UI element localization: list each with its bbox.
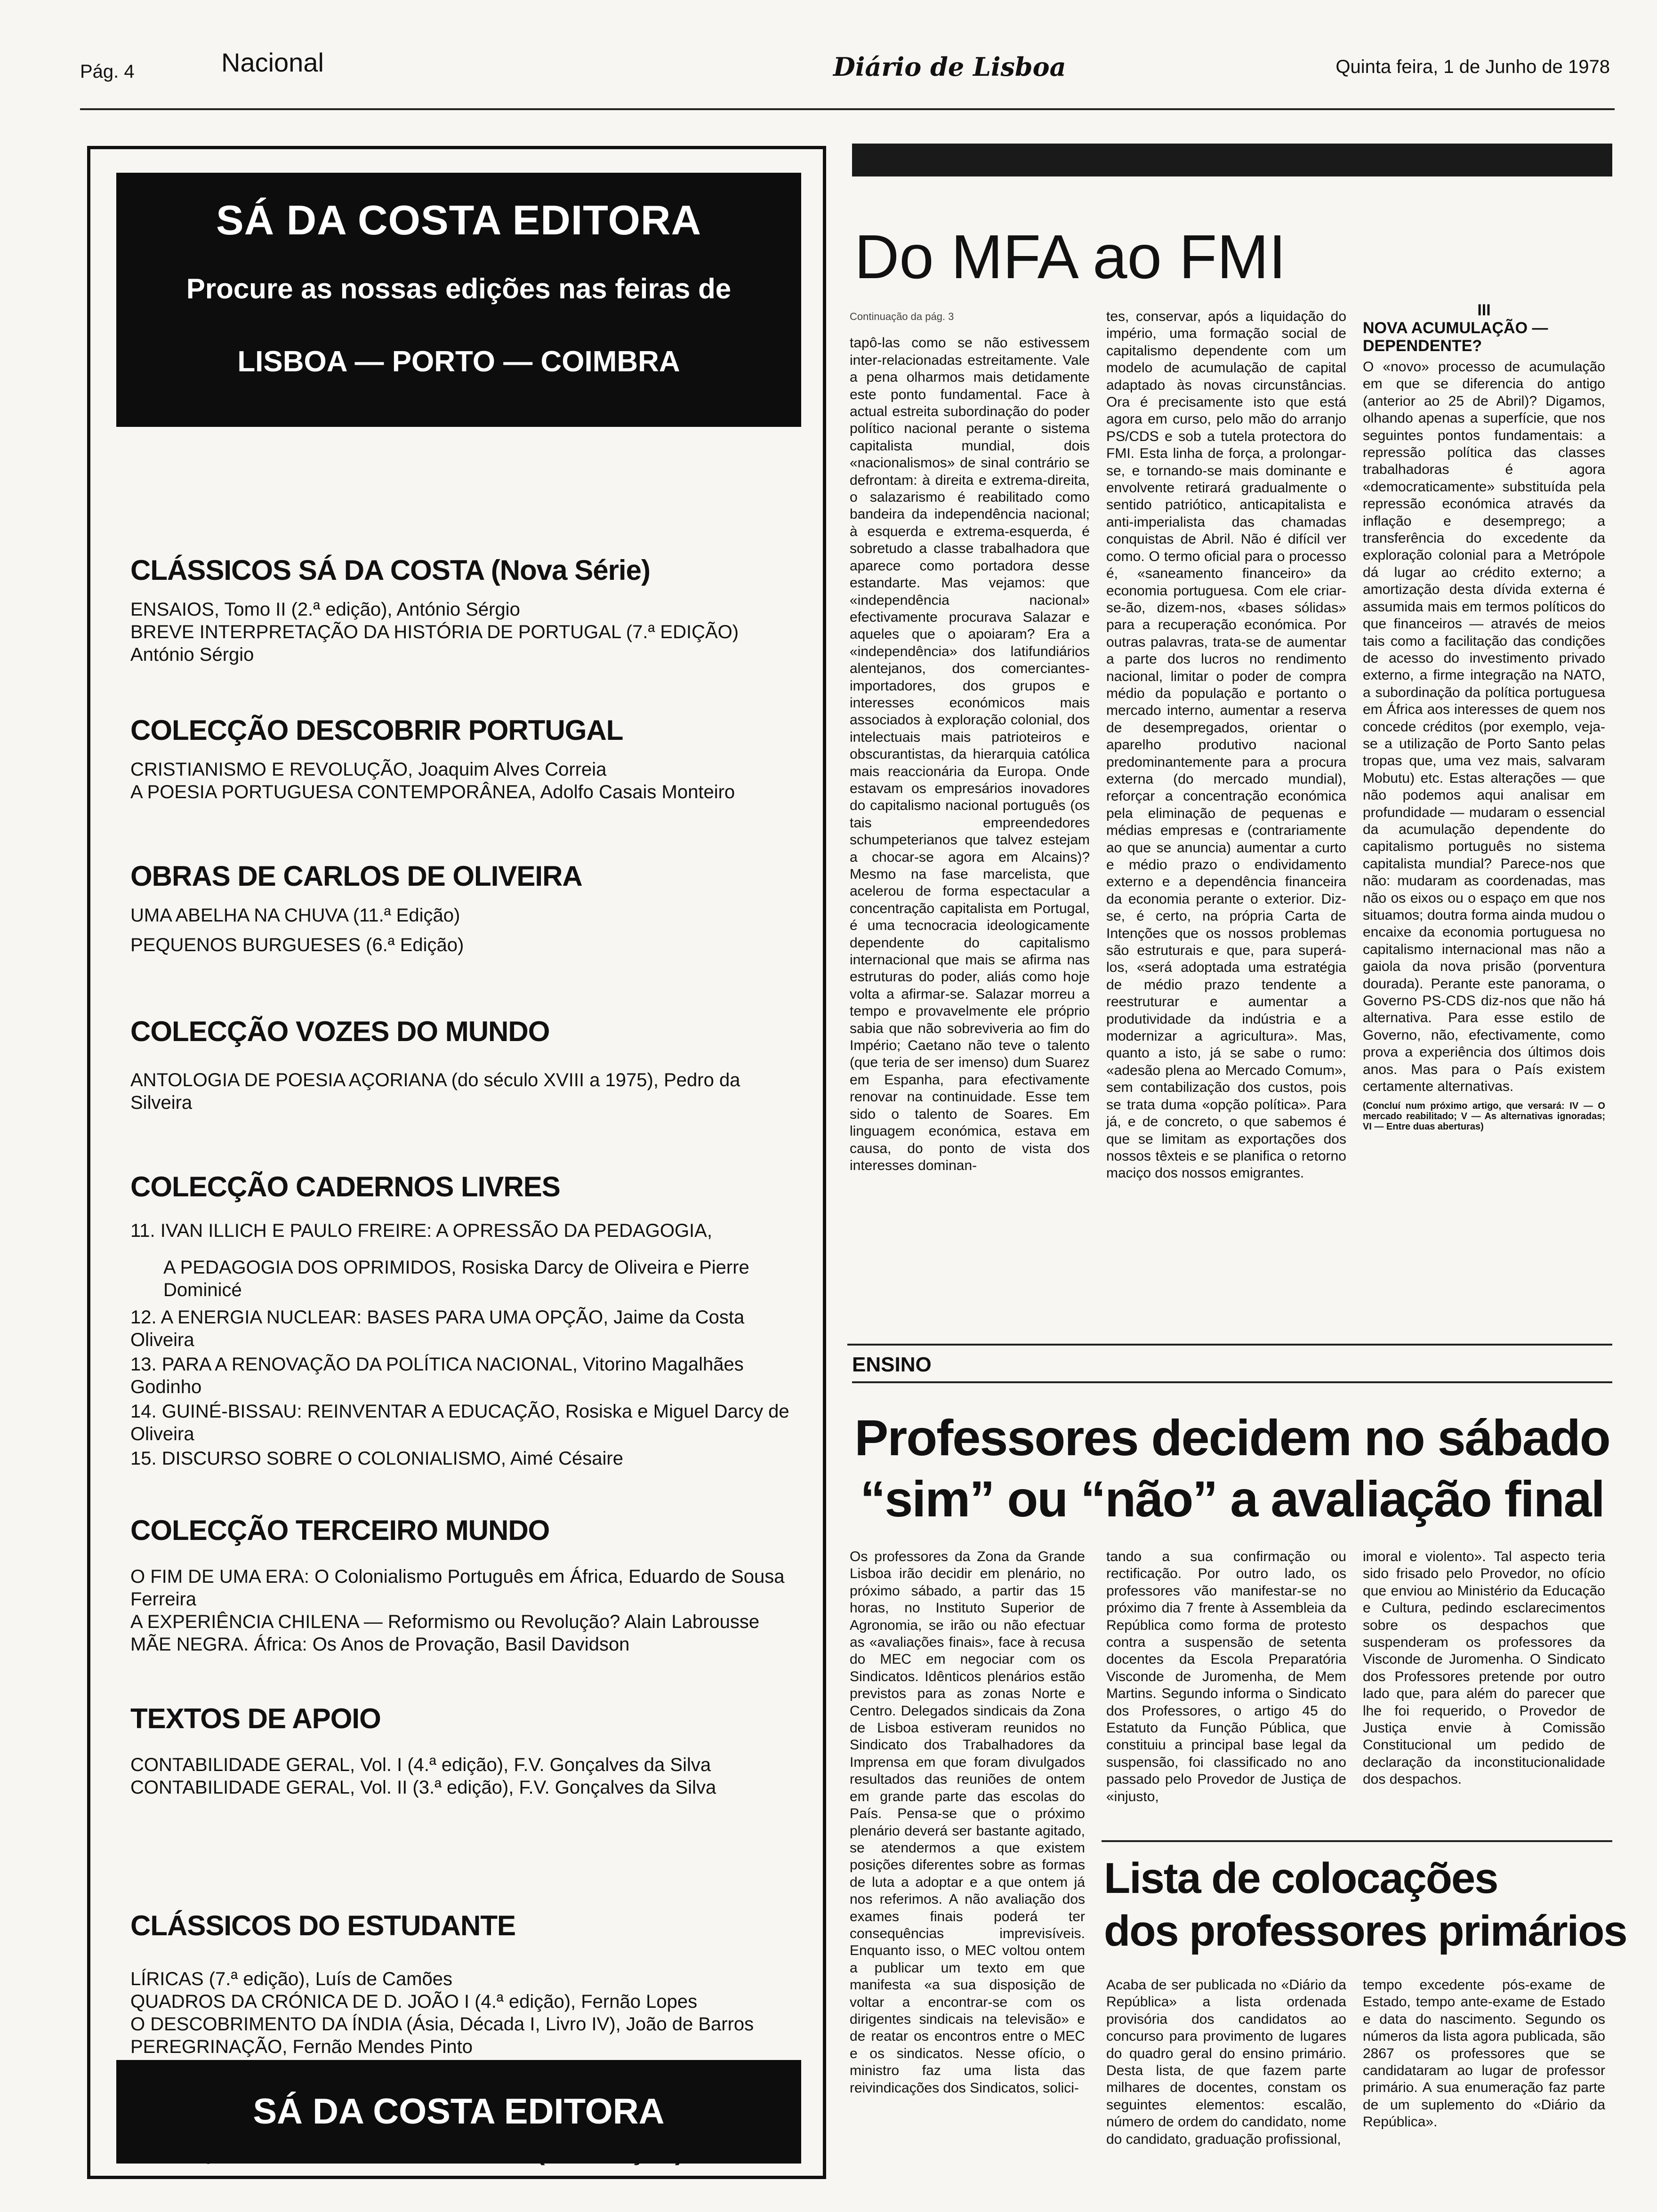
page-number: Pág. 4 <box>80 61 135 82</box>
subheading-number: III <box>1477 301 1491 319</box>
ad-banner-cities: LISBOA — PORTO — COIMBRA <box>237 345 680 378</box>
article-text: tes, conservar, após a liquidação do império, uma formação social de capitalismo dependente com um modelo de acumulação de capital adaptado às novas circunstâncias. Ora é precisamente isto que está agora em curso, pelo mão do arranjo PS/CDS e sob a tutela protectora do FMI. Esta linha de força, a prolongar-se, e tornando-se mais dominante e envolvente retirará gradualmente o sentido patriótico, anticapitalista e anti-imperialista das chamadas conquistas de Abril. Não é difícil ver como. O termo oficial para o processo é, «saneamento financeiro» da economia portuguesa. Com ele criar-se-ão, dizem-nos, «bases sólidas» para a recuperação económica. Por outras palavras, trata-se de aumentar a parte dos lucros no rendimento nacional, limitar o poder de compra médio da população e portanto o mercado interno, aumentar a reserva de desempregados, orientar o aparelho produtivo nacional predominantemente para a procura externa (do mercado mundial), reforçar a concentração económica pela eliminação de pequenas e médias empresas e (contrariamente ao que se anuncia) aumentar a curto e médio prazo o endividamento externo e a dependência financeira da economia perante o exterior. Diz-se, é certo, na própria Carta de Intenções que os nossos problemas são estruturais e que, para superá-los, «será adoptada uma estratégia de médio prazo tendente a reestruturar e aumentar a produtividade da indústria e a modernizar a agricultura». Mas, quanto a isto, já se sabe o rumo: «adesão plena ao Mercado Comum», sem contabilização dos custos, pois se trata duma «opção política». Para já, e de concreto, o que sabemos é que se limitam as exportações dos nossos têxteis e se planifica o retorno maciço dos nossos emigrantes. <box>1106 309 1346 1181</box>
section-rule <box>847 1344 1612 1346</box>
ad-item: 13. PARA A RENOVAÇÃO DA POLÍTICA NACIONAL, Vitorino Magalhães Godinho <box>130 1354 744 1397</box>
ad-item: 15. DISCURSO SOBRE O COLONIALISMO, Aimé Césaire <box>130 1448 623 1469</box>
ad-section-title: TEXTOS DE APOIO <box>130 1703 381 1734</box>
subheading: NOVA ACUMULAÇÃO — DEPENDENTE? <box>1363 319 1548 355</box>
ad-section-title: CLÁSSICOS SÁ DA COSTA (Nova Série) <box>130 554 650 586</box>
article-text: tempo excedente pós-exame de Estado, tempo ante-exame de Estado e data do nascimento. Segundo os números da lista agora publicada, são 2867 os professores que se candidataram ao lugar de professor primário. A sua enumeração faz parte de um suplemento do «Diário da República». <box>1363 1977 1605 2130</box>
ad-item: BREVE INTERPRETAÇÃO DA HISTÓRIA DE PORTUGAL (7.ª EDIÇÃO) António Sérgio <box>130 622 739 665</box>
article-column <box>1106 308 1346 1182</box>
headline <box>852 1407 1612 1530</box>
ad-item: 14. GUINÉ-BISSAU: REINVENTAR A EDUCAÇÃO, Rosiska e Miguel Darcy de Oliveira <box>130 1401 789 1444</box>
article-text: O «novo» processo de acumulação em que se diferencia do antigo (anterior ao 25 de Abril)? Digamos, olhando apenas a superfície, que nos seguintes pontos fundamentais: a repressão política das classes trabalhadoras é agora «democraticamente» substituída pela repressão económica através da inflação e desemprego; a transferência do excedente da exploração colonial para a Metrópole dá lugar ao crédito externo; a amortização desta dívida externa é assumida mais em termos políticos do que financeiros — através de meios tais como a facilitação das condições de acesso do investimento privado externo, a firme integração na NATO, a subordinação da política portuguesa em África aos interesses de quem nos concede créditos (por exemplo, veja-se a utilização de Porto Santo pelas tropas que, uma vez mais, salvaram Mobutu) etc. Estas alterações — que não podemos aqui analisar em profundidade — mudaram o essencial da acumulação dependente do capitalismo português no sistema capitalista mundial? Parece-nos que não: mudaram as coordenadas, mas não os eixos ou o espaço em que nos situamos; doutra forma ainda mudou o encaixe da economia portuguesa no capitalismo internacional mas não a gaiola da nova prisão (porventura dourada). Perante este panorama, o Governo PS-CDS diz-nos que não há alternativa. Para esse estilo de Governo, não, efectivamente, como prova a experiência dos últimos dois anos. Mas para o País existem certamente alternativas. <box>1363 359 1605 1095</box>
section-tag: ENSINO <box>852 1353 932 1376</box>
article-column <box>850 308 1090 1174</box>
ad-item: O DESCOBRIMENTO DA ÍNDIA (Ásia, Década I, Livro IV), João de Barros <box>130 2014 754 2035</box>
ad-item: ENSAIOS, Tomo II (2.ª edição), António Sérgio <box>130 599 520 620</box>
ad-section-title: COLECÇÃO VOZES DO MUNDO <box>130 1016 550 1047</box>
ad-section <box>130 1514 789 1656</box>
article-text: tapô-las como se não estivessem inter-relacionadas estreitamente. Vale a pena olharmos mais detidamente este ponto fundamental. Face à actual estreita subordinação do poder político nacional perante o sistema capitalista mundial, dois «nacionalismos» de sinal contrário se defrontam: à direita e extrema-direita, o salazarismo é reabilitado como bandeira da independência nacional; à esquerda e extrema-esquerda, é sobretudo a classe trabalhadora que aparece como portadora desse estandarte. Mas vejamos: que «independência nacional» efectivamente procurava Salazar e aqueles que o apoiaram? Era a «independência» dos latifundiários alentejanos, dos comerciantes-importadores, dos grupos e interesses económicos mais associados à exploração colonial, dos intelectuais mais patrioteiros e obscurantistas, da hierarquia católica mais reaccionária da Europa. Onde estavam os empresários inovadores do capitalismo nacional português (os tais empreendedores schumpeterianos que talvez estejam a chocar-se agora em Alcains)? Mesmo na fase marcelista, que acelerou de forma espectacular a concentração capitalista em Portugal, é uma tecnocracia ideologicamente dependente do capitalismo internacional que mais se afirma nas estruturas do poder, aliás como hoje volta a afirmar-se. Salazar morreu a tempo e provavelmente ele próprio sabia que não sobreviveria ao fim do Império; Caetano não teve o talento (que teria de ser imenso) dum Suarez em Espanha, para efectivamente renovar na continuidade. Esse tem sido o talento de Soares. Em linguagem económica, estava em causa, do ponto de vista dos interesses dominan- <box>850 335 1090 1173</box>
ad-item: PEREGRINAÇÃO, Fernão Mendes Pinto <box>130 2036 473 2057</box>
ad-section-title: COLECÇÃO DESCOBRIR PORTUGAL <box>130 714 623 746</box>
article-column <box>1363 301 1605 1132</box>
article-column <box>1106 1548 1346 1805</box>
newspaper-name: Diário de Lisboa <box>833 52 1066 82</box>
ad-bottom-banner: SÁ DA COSTA EDITORA <box>116 2060 801 2164</box>
section-name: Nacional <box>221 48 324 77</box>
ad-item: 12. A ENERGIA NUCLEAR: BASES PARA UMA OPÇÃO, Jaime da Costa Oliveira <box>130 1307 745 1350</box>
continuation-note: Continuação da pág. 3 <box>850 311 954 322</box>
ad-item: QUADROS DA CRÓNICA DE D. JOÃO I (4.ª edição), Fernão Lopes <box>130 1991 698 2012</box>
ad-section-title: COLECÇÃO CADERNOS LIVRES <box>130 1171 560 1202</box>
ad-section <box>130 1015 789 1114</box>
ad-section <box>130 1702 789 1799</box>
ad-item: UMA ABELHA NA CHUVA (11.ª Edição) <box>130 905 460 926</box>
ad-section <box>130 714 789 803</box>
article-text: tando a sua confirmação ou rectificação. Por outro lado, os professores vão manifestar-se no próximo dia 7 frente à Assembleia da República como forma de protesto contra a suspensão de setenta docentes da Escola Preparatória Visconde de Juromenha, de Mem Martins. Segundo informa o Sindicato dos Professores, o artigo 45 do Estatuto da Função Pública, que constituiu a principal base legal da suspensão, foi classificado no ano passado pelo Provedor de Justiça de «injusto, <box>1106 1549 1346 1804</box>
article-column <box>1106 1977 1346 2148</box>
ad-section <box>130 1170 789 1470</box>
footnote: (Concluí num próximo artigo, que versará: IV — O mercado reabilitado; V — As alternativas ignoradas; VI — Entre duas aberturas) <box>1363 1101 1605 1132</box>
ad-banner-subtitle: Procure as nossas edições nas feiras de <box>186 273 732 305</box>
headline-line: Lista de colocações <box>1104 1854 1498 1902</box>
ad-item: MÃE NEGRA. África: Os Anos de Provação, Basil Davidson <box>130 1634 630 1655</box>
article-text: Os professores da Zona da Grande Lisboa irão decidir em plenário, no próximo sábado, a partir das 15 horas, no Instituto Superior de Agronomia, se irão ou não efectuar as «avaliações finais», face à recusa do MEC em negociar com os Sindicatos. Idênticos plenários estão previstos para as zonas Norte e Centro. Delegados sindicais da Zona de Lisboa estiveram reunidos no Sindicato dos Trabalhadores da Imprensa em que foram divulgados resultados das reuniões de ontem em grande parte das escolas do País. Pensa-se que o próximo plenário deverá ser bastante agitado, se atendermos a que existem posições diferentes sobre as formas de luta a adoptar e a que ontem já nos referimos. A não avaliação dos exames finais poderá ter consequências imprevisíveis. Enquanto isso, o MEC voltou ontem a publicar um texto em que manifesta «a sua disposição de voltar a encontrar-se com os dirigentes sindicais na televisão» e de reatar os encontros entre o MEC e os sindicatos. Nesse ofício, o ministro faz uma lista das reivindicações dos Sindicatos, solici- <box>850 1549 1085 2096</box>
headline <box>1104 1852 1627 1957</box>
article-column <box>850 1548 1085 2097</box>
ad-section <box>130 860 789 956</box>
ad-item: CONTABILIDADE GERAL, Vol. I (4.ª edição), F.V. Gonçalves da Silva <box>130 1755 711 1775</box>
section-rule <box>852 1381 1612 1383</box>
masthead <box>80 47 1610 89</box>
article-title: Do MFA ao FMI <box>854 222 1286 291</box>
ad-item: PEQUENOS BURGUESES (6.ª Edição) <box>130 935 464 955</box>
ad-section <box>130 1909 789 2058</box>
ad-item: 11. IVAN ILLICH E PAULO FREIRE: A OPRESSÃO DA PEDAGOGIA, <box>130 1220 712 1241</box>
section-rule <box>1102 1840 1612 1842</box>
ad-item: O FIM DE UMA ERA: O Colonialismo Português em África, Eduardo de Sousa Ferreira <box>130 1566 785 1610</box>
ad-item: CONTABILIDADE GERAL, Vol. II (3.ª edição), F.V. Gonçalves da Silva <box>130 1777 716 1798</box>
ad-item: A EXPERIÊNCIA CHILENA — Reformismo ou Revolução? Alain Labrousse <box>130 1611 760 1632</box>
headline-line: dos professores primários <box>1104 1907 1627 1955</box>
article-text: imoral e violento». Tal aspecto teria sido frisado pelo Provedor, no ofício que enviou ao Ministério da Educação e Cultura, pedindo esclarecimentos sobre os despachos que suspenderam os professores da Visconde de Juromenha. O Sindicato dos Professores pretende por outro lado que, para além do parecer que lhe foi requerido, o Provedor de Justiça envie à Comissão Constitucional um pedido de declaração da inconstitucionalidade dos despachos. <box>1363 1549 1605 1787</box>
ad-item: CRISTIANISMO E REVOLUÇÃO, Joaquim Alves Correia <box>130 759 607 780</box>
article-column <box>1363 1977 1605 2131</box>
ad-item: A POESIA PORTUGUESA CONTEMPORÂNEA, Adolfo Casais Monteiro <box>130 782 735 802</box>
ad-section-title: COLECÇÃO TERCEIRO MUNDO <box>130 1515 550 1546</box>
ad-section-title: OBRAS DE CARLOS DE OLIVEIRA <box>130 860 582 892</box>
publisher-advertisement <box>87 146 826 2179</box>
ad-top-banner <box>116 173 801 427</box>
headline-line: “sim” ou “não” a avaliação final <box>860 1470 1604 1527</box>
headline-line: Professores decidem no sábado <box>854 1409 1610 1466</box>
article-text: Acaba de ser publicada no «Diário da República» a lista ordenada provisória dos candidatos ao concurso para provimento de lugares do quadro geral do ensino primário. Desta lista, de que fazem parte milhares de docentes, constam os seguintes elementos: escalão, número de ordem do candidato, nome do candidato, graduação profissional, <box>1106 1977 1346 2147</box>
ad-item: LÍRICAS (7.ª edição), Luís de Camões <box>130 1969 453 1989</box>
article-column <box>1363 1548 1605 1788</box>
ad-item: ANTOLOGIA DE POESIA AÇORIANA (do século XVIII a 1975), Pedro da Silveira <box>130 1070 740 1113</box>
issue-date: Quinta feira, 1 de Junho de 1978 <box>1335 56 1610 77</box>
ad-section <box>130 554 789 666</box>
masthead-rule <box>80 108 1615 110</box>
ad-section-title: CLÁSSICOS DO ESTUDANTE <box>130 1910 516 1941</box>
article-header-strip <box>852 144 1612 176</box>
ad-banner-title: SÁ DA COSTA EDITORA <box>216 197 702 243</box>
ad-item: A PEDAGOGIA DOS OPRIMIDOS, Rosiska Darcy de Oliveira e Pierre Dominicé <box>163 1257 749 1300</box>
